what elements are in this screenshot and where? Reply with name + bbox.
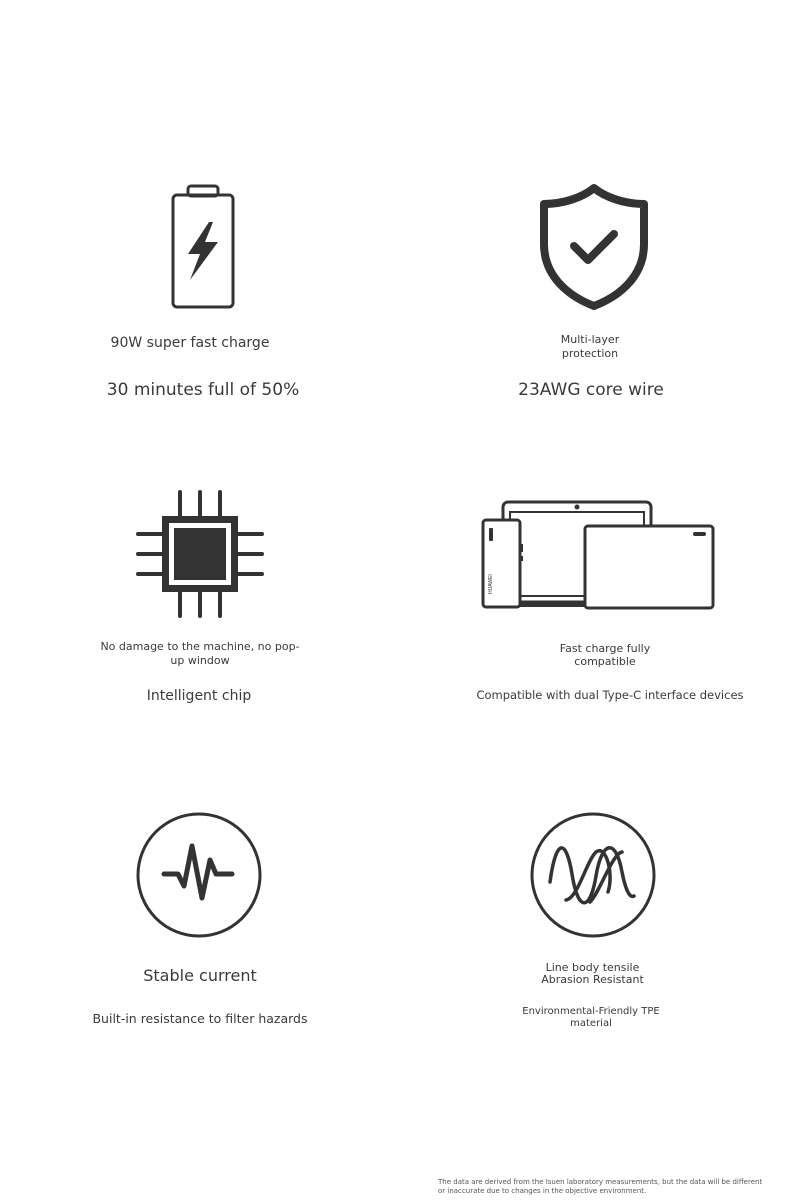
feature-title: Environmental-Friendly TPE material (522, 1006, 660, 1029)
shield-check-icon (538, 184, 650, 312)
feature-title: Intelligent chip (146, 688, 252, 704)
feature-caption: 90W super fast charge (110, 335, 270, 351)
feature-caption: Multi-layer protection (560, 333, 620, 360)
feature-caption: Stable current (143, 966, 257, 985)
feature-title: Compatible with dual Type-C interface devices (476, 688, 744, 702)
devices-icon (480, 498, 718, 614)
coil-wave-icon (530, 812, 656, 938)
feature-title: 23AWG core wire (518, 380, 664, 400)
chip-icon (136, 490, 264, 618)
device-brand-text: HUAWEI (488, 574, 494, 594)
battery-bolt-icon (168, 184, 238, 312)
feature-caption: Line body tensile Abrasion Resistant (541, 961, 644, 986)
feature-title: 30 minutes full of 50% (106, 380, 300, 400)
feature-title: Built-in resistance to filter hazards (92, 1011, 308, 1026)
feature-caption: Fast charge fully compatible (559, 642, 651, 668)
data-disclaimer: The data are derived from the Isuen laboratory measurements, but the data will be different or inaccurate due to changes in the objective environment. (438, 1178, 763, 1195)
pulse-wave-icon (136, 812, 262, 938)
feature-caption: No damage to the machine, no pop-up window (100, 640, 300, 667)
